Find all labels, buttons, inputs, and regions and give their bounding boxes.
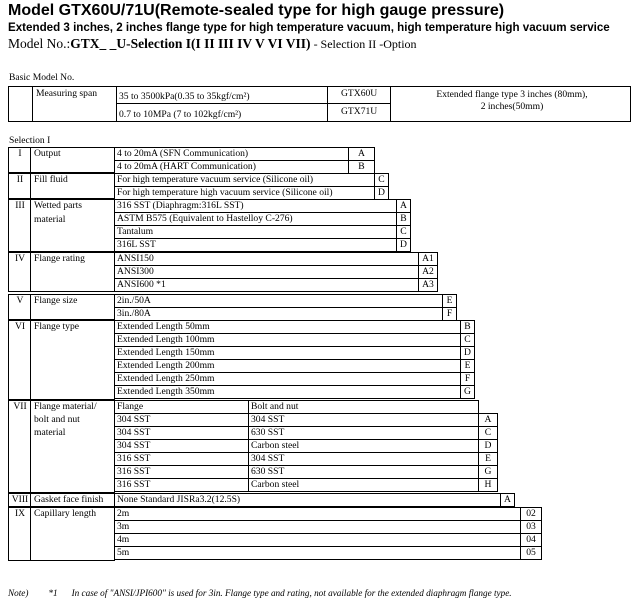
footnote [8,588,512,598]
column-header-flange: Flange [117,401,144,412]
option-text: Extended Length 200mm [117,360,215,371]
option-text: 2m [117,508,130,519]
option-text: ANSI300 [117,266,154,277]
flange-material: 316 SST [117,466,151,477]
group-label: Flange rating [34,253,85,264]
option-code: C [374,173,389,187]
group-label-line2: material [34,214,66,225]
option-code: E [478,452,498,466]
option-text: Extended Length 350mm [117,386,215,397]
option-text: For high temperature high vacuum service (Silicone oil) [117,187,333,198]
group-num: I [18,148,22,159]
flange-material: 304 SST [117,440,151,451]
group-num: IV [14,253,26,264]
option-code: A [396,199,411,213]
group-label: Capillary length [34,508,97,519]
footnote-mark: *1 [48,588,58,598]
option-code: E [442,294,457,308]
option-code: F [442,307,457,321]
subtitle: Extended 3 inches, 2 inches flange type for high temperature vacuum, high temperature high vacuum service [8,21,610,34]
option-code: A2 [418,265,438,279]
option-text: 316L SST [117,239,156,250]
option-code: 04 [520,533,542,547]
flange-material: 304 SST [117,414,151,425]
group-num: II [16,174,24,185]
option-code: B [348,160,375,174]
option-code: 05 [520,546,542,560]
group-label-line1: Flange material/ [34,401,97,412]
group-label: Output [34,148,61,159]
group-label: Flange size [34,295,78,306]
group-num: III [15,200,25,211]
option-text: 2in./50A [117,295,151,306]
model-number-line [8,36,417,52]
group-label: Flange type [34,321,80,332]
group-num: VI [14,321,26,332]
bolt-material: 304 SST [251,453,285,464]
option-text: 4m [117,534,130,545]
model-no-prefix: Model No.: [8,36,71,51]
bolt-material: 304 SST [251,414,285,425]
option-code: D [478,439,498,453]
option-text: Extended Length 250mm [117,373,215,384]
group-num: IX [14,508,26,519]
model-no-code: GTX_ _U-Selection I(I II III IV V VI VII) [70,36,311,51]
model-code-2: GTX71U [341,106,378,117]
group-num: VII [13,401,27,412]
option-text: 4 to 20mA (HART Communication) [117,161,256,172]
option-code: D [374,186,389,200]
option-code: F [460,372,475,386]
bolt-material: Carbon steel [251,479,300,490]
option-code: A3 [418,278,438,292]
option-text: Extended Length 50mm [117,321,210,332]
option-text: 3m [117,521,130,532]
option-code: 03 [520,520,542,534]
group-num: VIII [11,494,29,505]
option-text: Tantalum [117,226,154,237]
column-header-bolt: Bolt and nut [251,401,299,412]
footnote-text: In case of "ANSI/JPI600" is used for 3in. Flange type and rating, not available for the extended diaphragm flange type. [71,588,512,598]
option-code: D [460,346,475,360]
group-num: V [16,295,24,306]
flange-note-line2: 2 inches(50mm) [480,101,544,112]
option-code: B [460,320,475,334]
option-code: A1 [418,252,438,266]
selection-heading: Selection I [9,135,51,146]
bolt-material: Carbon steel [251,440,300,451]
option-text: For high temperature vacuum service (Silicone oil) [117,174,314,185]
model-no-suffix: - Selection II -Option [310,37,417,51]
flange-material: 316 SST [117,453,151,464]
option-text: 3in./80A [117,308,151,319]
option-code: A [478,413,498,427]
option-text: 4 to 20mA (SFN Communication) [117,148,249,159]
option-text: 5m [117,547,130,558]
option-code: C [396,225,411,239]
option-code: 02 [520,507,542,521]
measuring-span-label: Measuring span [36,88,98,99]
span-range-2: 0.7 to 10MPa (7 to 102kgf/cm²) [119,109,242,120]
option-code: H [478,478,498,492]
model-code-1: GTX60U [341,88,378,99]
option-code: D [396,238,411,252]
bolt-material: 630 SST [251,466,285,477]
option-code: B [396,212,411,226]
basic-model-heading: Basic Model No. [9,72,75,83]
option-text: ANSI600 *1 [117,279,166,290]
option-code: E [460,359,475,373]
option-text: 316 SST (Diaphragm:316L SST) [117,200,244,211]
option-code: C [478,426,498,440]
option-code: A [348,147,375,161]
option-text: ANSI150 [117,253,154,264]
option-code: G [478,465,498,479]
option-code: G [460,385,475,399]
flange-material: 304 SST [117,427,151,438]
group-label: Gasket face finish [34,494,104,505]
option-text: None Standard JISRa3.2(12.5S) [117,494,241,505]
option-text: ASTM B575 (Equivalent to Hastelloy C-276) [117,213,293,224]
group-label-line3: material [34,427,66,438]
option-code: A [500,493,515,507]
option-text: Extended Length 150mm [117,347,215,358]
page-title: Model GTX60U/71U(Remote-sealed type for high gauge pressure) [8,2,505,19]
group-label: Fill fluid [34,174,68,185]
bolt-material: 630 SST [251,427,285,438]
flange-note-line1: Extended flange type 3 inches (80mm), [436,89,588,100]
footnote-label: Note) [8,588,29,598]
option-text: Extended Length 100mm [117,334,215,345]
group-label-line2: bolt and nut [34,414,80,425]
group-label-line1: Wetted parts [34,200,82,211]
span-range-1: 35 to 3500kPa(0.35 to 35kgf/cm²) [119,91,250,102]
flange-material: 316 SST [117,479,151,490]
option-code: C [460,333,475,347]
